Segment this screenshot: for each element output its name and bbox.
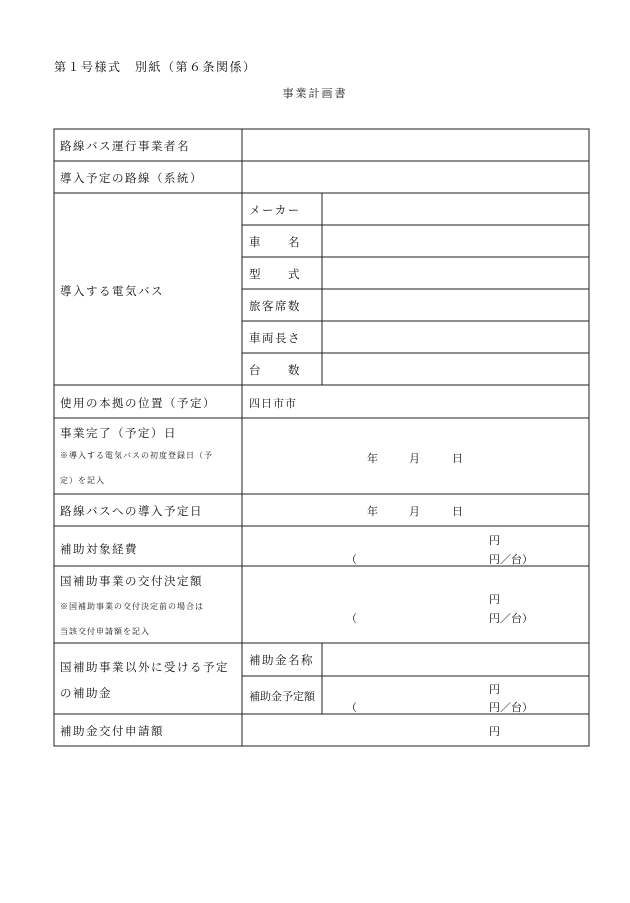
completion-date-note-2: 定）を記入 <box>60 476 105 485</box>
maker-label: メーカー <box>249 203 301 217</box>
national-grant-note-1: ※国補助事業の交付決定前の場合は <box>60 602 204 611</box>
operator-name-field[interactable] <box>243 130 588 160</box>
car-name-label: 車 名 <box>249 235 301 249</box>
route-label: 導入予定の路線（系統） <box>60 171 203 185</box>
intro-date-label: 路線バスへの導入予定日 <box>60 504 203 518</box>
count-field[interactable] <box>323 354 588 384</box>
intro-day: 日 <box>452 505 464 518</box>
operator-name-label: 路線バス運行事業者名 <box>60 139 190 153</box>
maker-field[interactable] <box>323 194 588 224</box>
completion-year: 年 <box>367 452 379 465</box>
length-field[interactable] <box>323 322 588 352</box>
model-label: 型 式 <box>249 267 301 281</box>
length-label: 車両長さ <box>249 331 301 345</box>
route-field[interactable] <box>243 162 588 192</box>
subsidy-cost-paren-open: （ <box>346 553 357 566</box>
model-field[interactable] <box>323 258 588 288</box>
other-subsidy-label-1: 国補助事業以外に受ける予定 <box>60 660 229 674</box>
other-subsidy-yen: 円 <box>489 683 500 696</box>
national-grant-per-unit: 円／台） <box>489 612 533 625</box>
seats-field[interactable] <box>323 290 588 320</box>
other-subsidy-per-unit: 円／台） <box>489 701 533 714</box>
completion-date-label: 事業完了（予定）日 <box>60 426 177 440</box>
subsidy-cost-per-unit: 円／台） <box>489 553 533 566</box>
base-location-label: 使用の本拠の位置（予定） <box>60 396 216 410</box>
application-amount-yen: 円 <box>489 725 500 738</box>
national-grant-paren-open: （ <box>346 612 357 625</box>
national-grant-note-2: 当該交付申請額を記入 <box>60 627 150 636</box>
national-grant-yen: 円 <box>489 593 500 606</box>
national-grant-label: 国補助事業の交付決定額 <box>60 574 203 588</box>
completion-date-note-1: ※導入する電気バスの初度登録日（予 <box>60 451 213 460</box>
subsidy-amount-label: 補助金予定額 <box>249 690 315 703</box>
subsidy-cost-label: 補助対象経費 <box>60 542 138 556</box>
completion-month: 月 <box>409 452 421 465</box>
electric-bus-label: 導入する電気バス <box>60 284 164 298</box>
other-subsidy-paren-open: （ <box>346 701 357 714</box>
intro-month: 月 <box>409 505 421 518</box>
car-name-field[interactable] <box>323 226 588 256</box>
base-location-value: 四日市市 <box>249 397 297 410</box>
document-title: 事業計画書 <box>282 87 348 100</box>
count-label: 台 数 <box>249 363 301 377</box>
subsidy-name-field[interactable] <box>323 644 588 675</box>
other-subsidy-label-2: の補助金 <box>60 686 112 700</box>
seats-label: 旅客席数 <box>249 299 301 313</box>
form-number-header: 第１号様式 別紙（第６条関係） <box>54 60 257 74</box>
subsidy-cost-yen: 円 <box>489 534 500 547</box>
application-amount-label: 補助金交付申請額 <box>60 724 164 738</box>
subsidy-name-label: 補助金名称 <box>249 653 314 667</box>
intro-year: 年 <box>367 505 379 518</box>
completion-day: 日 <box>452 452 464 465</box>
